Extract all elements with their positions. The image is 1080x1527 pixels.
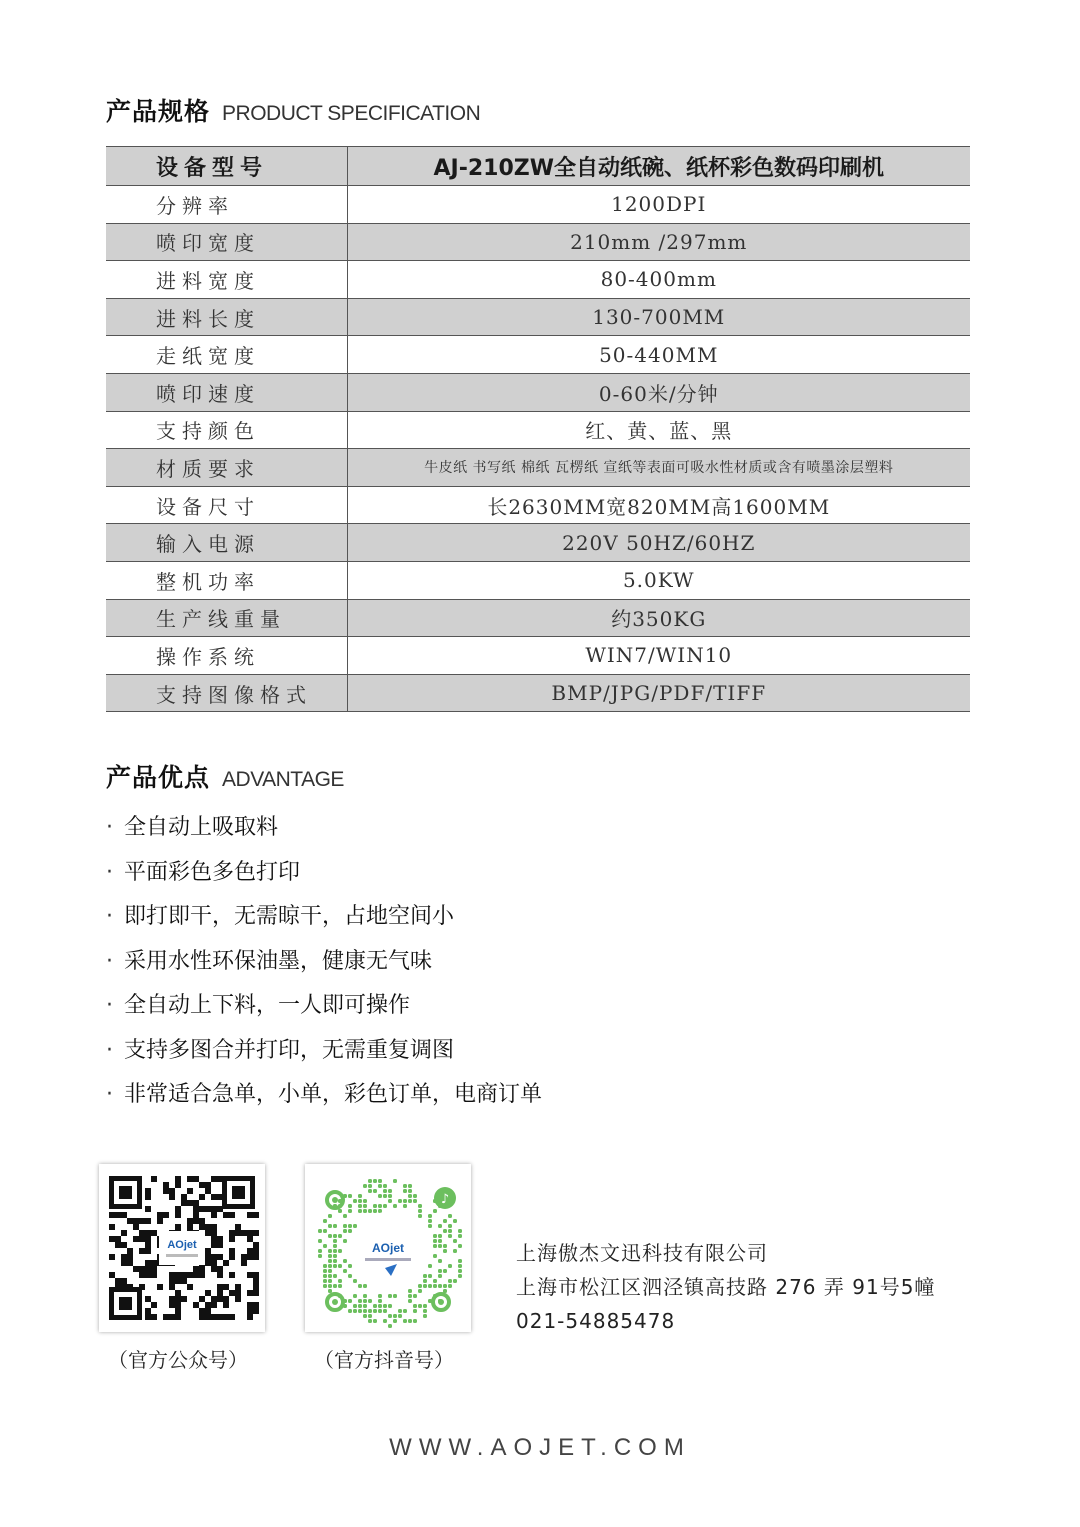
spec-key: 走纸宽度 — [106, 336, 347, 374]
table-row — [106, 186, 970, 224]
spec-key: 分辨率 — [106, 186, 347, 224]
table-row — [106, 261, 970, 299]
advantage-text: 非常适合急单，小单，彩色订单，电商订单 — [124, 1082, 543, 1107]
spec-key: 输入电源 — [106, 524, 347, 562]
spec-key: 设备尺寸 — [106, 486, 347, 524]
table-row — [106, 336, 970, 374]
table-row — [106, 486, 970, 524]
list-item — [106, 1073, 542, 1118]
spec-table — [106, 146, 970, 712]
table-row — [106, 524, 970, 562]
table-row — [106, 411, 970, 449]
contact-info — [516, 1236, 935, 1338]
list-item — [106, 851, 542, 896]
spec-key: 支持颜色 — [106, 411, 347, 449]
list-item — [106, 1029, 542, 1074]
advantage-text: 即打即干，无需晾干，占地空间小 — [124, 904, 455, 929]
spec-value: 约350KG — [347, 599, 970, 637]
advantage-text: 全自动上下料，一人即可操作 — [124, 993, 411, 1018]
list-item — [106, 895, 542, 940]
list-item — [106, 984, 542, 1029]
spec-key: 喷印速度 — [106, 373, 347, 411]
advantage-list — [106, 806, 542, 1118]
table-row — [106, 223, 970, 261]
wechat-caption: （官方公众号） — [108, 1348, 248, 1372]
spec-key: 整机功率 — [106, 561, 347, 599]
spec-key: 支持图像格式 — [106, 674, 347, 712]
wechat-qr-code-icon — [99, 1164, 265, 1332]
spec-value: BMP/JPG/PDF/TIFF — [347, 674, 970, 712]
spec-value: 5.0KW — [347, 561, 970, 599]
douyin-qr-code-icon — [305, 1164, 471, 1332]
spec-value: 80-400mm — [347, 261, 970, 299]
company-phone: 021-54885478 — [516, 1309, 676, 1333]
spec-value: 0-60米/分钟 — [347, 373, 970, 411]
svg-text:AOjet: AOjet — [167, 1239, 197, 1251]
spec-key: 材质要求 — [106, 449, 347, 487]
spec-value: 1200DPI — [347, 186, 970, 224]
spec-header-value: AJ-210ZW全自动纸碗、纸杯彩色数码印刷机 — [347, 147, 970, 186]
list-item — [106, 806, 542, 851]
svg-text:AOjet: AOjet — [371, 1241, 405, 1255]
bullet: · — [106, 859, 113, 885]
list-item — [106, 940, 542, 985]
table-row — [106, 599, 970, 637]
spec-header-row — [106, 147, 970, 186]
advantage-text: 平面彩色多色打印 — [124, 859, 301, 885]
spec-value: 红、黄、蓝、黑 — [347, 411, 970, 449]
bullet: · — [106, 1037, 113, 1063]
company-address: 上海市松江区泗泾镇高技路 276 弄 91号5幢 — [516, 1275, 936, 1299]
spec-key: 进料宽度 — [106, 261, 347, 299]
bullet: · — [106, 904, 113, 929]
spec-section-title — [106, 92, 480, 128]
spec-value: 130-700MM — [347, 298, 970, 336]
bullet: · — [106, 1082, 113, 1107]
table-row — [106, 637, 970, 675]
advantage-title-cn: 产品优点 — [106, 763, 211, 792]
spec-key: 进料长度 — [106, 298, 347, 336]
advantage-text: 全自动上吸取料 — [124, 815, 279, 840]
table-row — [106, 449, 970, 487]
table-row — [106, 561, 970, 599]
table-row — [106, 298, 970, 336]
spec-value: WIN7/WIN10 — [347, 637, 970, 675]
advantage-text: 支持多图合并打印，无需重复调图 — [124, 1037, 455, 1063]
wechat-qr-code — [99, 1164, 265, 1332]
douyin-qr-code — [305, 1164, 471, 1332]
advantage-title-en: ADVANTAGE — [222, 768, 344, 791]
bullet: · — [106, 815, 113, 840]
spec-value: 220V 50HZ/60HZ — [347, 524, 970, 562]
spec-value: 50-440MM — [347, 336, 970, 374]
advantage-section-title — [106, 758, 344, 794]
spec-key: 喷印宽度 — [106, 223, 347, 261]
company-name: 上海傲杰文迅科技有限公司 — [516, 1241, 768, 1265]
douyin-caption: （官方抖音号） — [314, 1348, 454, 1372]
website-url[interactable]: WWW.AOJET.COM — [389, 1434, 691, 1461]
spec-key: 生产线重量 — [106, 599, 347, 637]
table-row — [106, 373, 970, 411]
spec-value: 牛皮纸 书写纸 棉纸 瓦楞纸 宣纸等表面可吸水性材质或含有喷墨涂层塑料 — [347, 449, 970, 487]
spec-value: 长2630MM宽820MM高1600MM — [347, 486, 970, 524]
spec-title-en: PRODUCT SPECIFICATION — [222, 102, 481, 125]
spec-title-cn: 产品规格 — [106, 97, 211, 126]
spec-value: 210mm /297mm — [347, 223, 970, 261]
spec-key: 操作系统 — [106, 637, 347, 675]
bullet: · — [106, 948, 113, 974]
bullet: · — [106, 993, 113, 1018]
advantage-text: 采用水性环保油墨，健康无气味 — [124, 948, 433, 974]
spec-header-key: 设备型号 — [106, 147, 347, 186]
svg-text:♪: ♪ — [440, 1192, 450, 1207]
table-row — [106, 674, 970, 712]
